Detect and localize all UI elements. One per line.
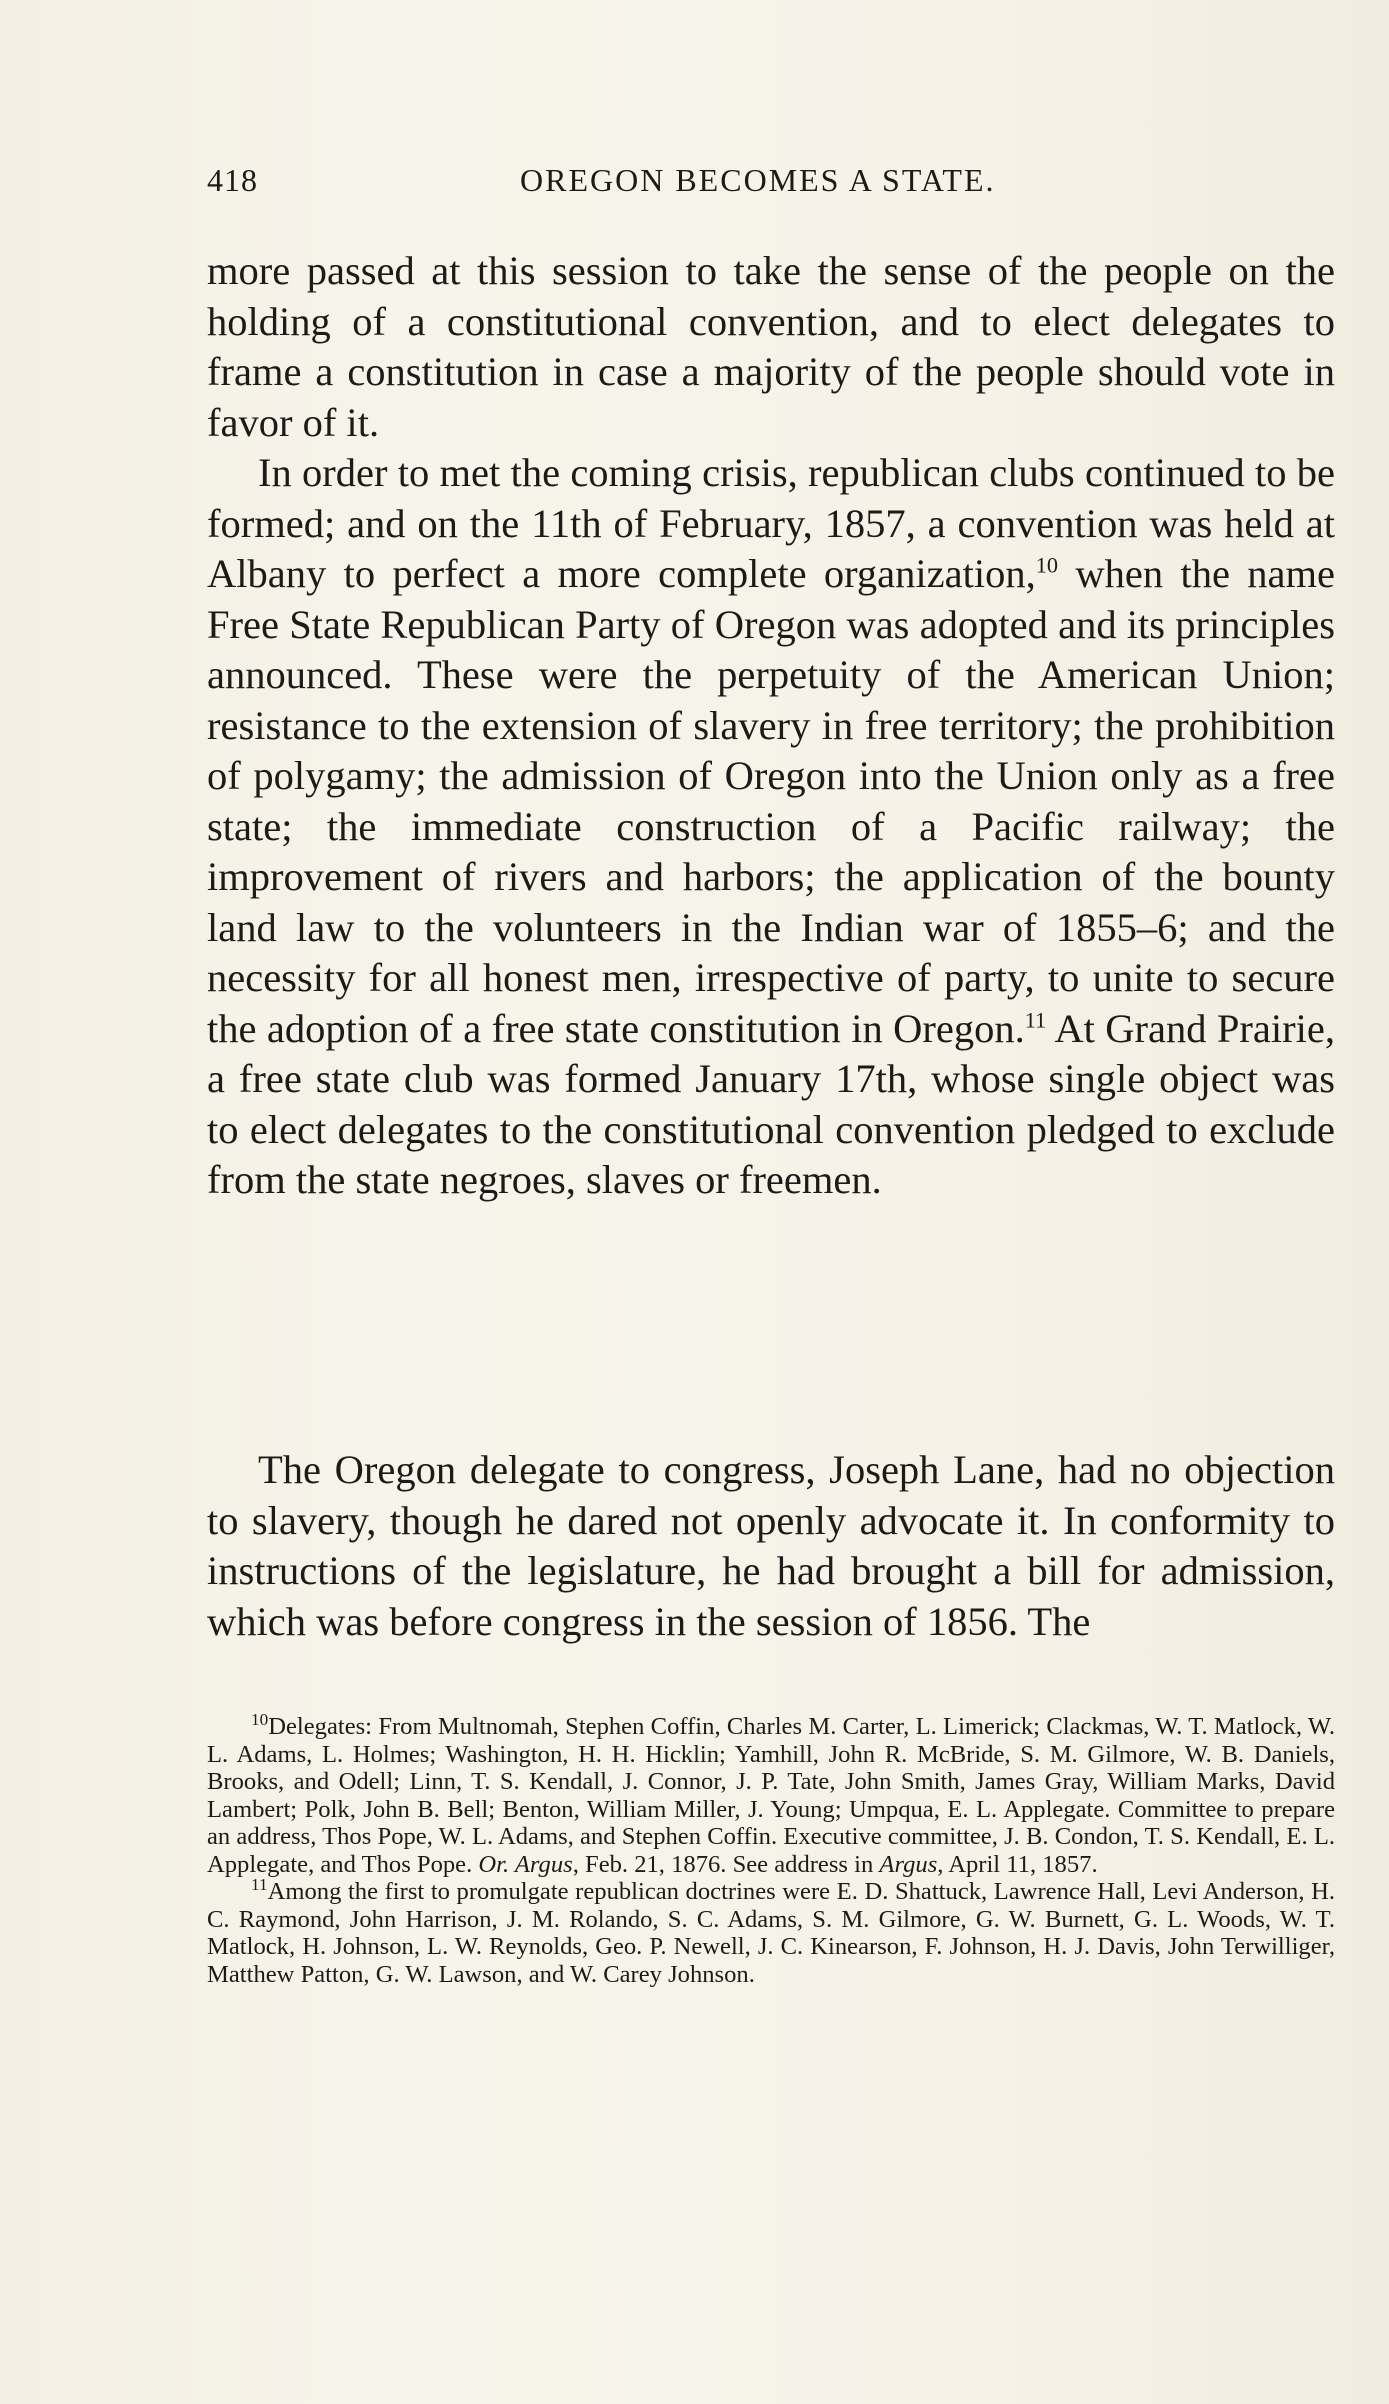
citation-source: Or. Argus: [478, 1850, 573, 1878]
page-number: 418: [207, 162, 258, 198]
text-line: more passed at this session to take the sense of the: [207, 248, 1105, 293]
page-header: [207, 162, 1335, 206]
footnote-11: [207, 1874, 1335, 1988]
footnote-text: Delegates: From Multnomah, Stephen Coffin, Charles M. Carter, L. Limerick; Clackmas, W. T. Matlock, W. L. Adams, L. Holmes; Washington, H. H. Hicklin; Yamhill, John R. McBride, S. M. Gilmore, W. B. Daniels, Brooks, and Odell; Linn, T. S. Kendall, J. Connor, J. P. Tate, John Smith, James Gray, William Marks, David Lambert; Polk, John B. Bell; Benton, William Miller, J. Young; Umpqua, E. L. Applegate. Committee to prepare an address, Thos Pope, W. L. Adams, and Stephen Coffin. Executive committee, J. B. Condon, T. S. Kendall, E. L. Applegate, and Thos Pope.: [207, 1713, 1335, 1878]
footnote-ref-10[interactable]: 10: [1035, 552, 1059, 578]
footnote-text: Among the first to promulgate republican doctrines were E. D. Shattuck, Lawrence Hall, Levi Anderson, H. C. Raymond, John Harrison, J. M. Rolando, S. C. Adams, S. M. Gilmore, G. W. Burnett, G. L. Woods, W. T. Matlock, H. Johnson, L. W. Reynolds, Geo. P. Newell, J. C. Kinearson, F. Johnson, H. J. Davis, John Terwilliger, Matthew Patton, G. W. Lawson, and W. Carey Johnson.: [207, 1878, 1335, 1988]
citation-work: Argus: [879, 1850, 938, 1878]
text-line: and to elect delegates to frame a constitution in case: [207, 298, 1335, 394]
paragraph-text: At Grand Prairie, a free state club was formed January 17th, whose single object was to elect delegates to the constitutional convention pledged to exclude from the state negroes, slaves or freemen.: [207, 1005, 1335, 1202]
paragraph-republican-clubs: [207, 448, 1335, 1206]
paragraph-text: when the name Free State Republican Party of Oregon was adopted and its principles announced. These were the perpetuity of the American Union; resistance to the extension of slavery in free territory; the prohibition of polygamy; the admission of Oregon into the Union only as a free state; the immediate construction of a Pacific railway; the improvement of rivers and harbors; the application of the bounty land law to the volunteers in the Indian war of 1855–6; and the necessity for all honest men, irrespective of party, to unite to secure the adoption of a free state constitution in Oregon.: [207, 551, 1336, 1051]
footnotes: [207, 1709, 1335, 1988]
running-head: OREGON BECOMES A STATE.: [520, 162, 996, 198]
footnote-number: 10: [251, 1709, 269, 1729]
text-line: people on the holding of a constitutional convention,: [207, 248, 1335, 344]
main-text-block-2: [207, 1445, 1335, 1647]
paragraph-continuation: [207, 246, 1335, 448]
footnote-10: [207, 1709, 1335, 1878]
footnote-ref-11[interactable]: 11: [1024, 1007, 1047, 1032]
paragraph-oregon-delegate: The Oregon delegate to congress, Joseph Lane, had no objection to slavery, though he dared not openly advocate it. In conformity to instructions of the legislature, he had brought a bill for admission, which was before congress in the session of 1856. The: [207, 1447, 1335, 1644]
main-text-block: [207, 246, 1335, 1206]
text-line: a majority of the people should vote in favor of it.: [207, 349, 1336, 445]
citation-text: , April 11, 1857.: [937, 1850, 1098, 1878]
paragraph-text: In order to met the coming crisis, republican clubs continued to be formed; and on the 11th of February, 1857, a convention was held at Albany to perfect a more complete organization,: [207, 450, 1335, 596]
footnote-number: 11: [251, 1874, 268, 1894]
citation-text: , Feb. 21, 1876. See address in: [572, 1850, 880, 1878]
